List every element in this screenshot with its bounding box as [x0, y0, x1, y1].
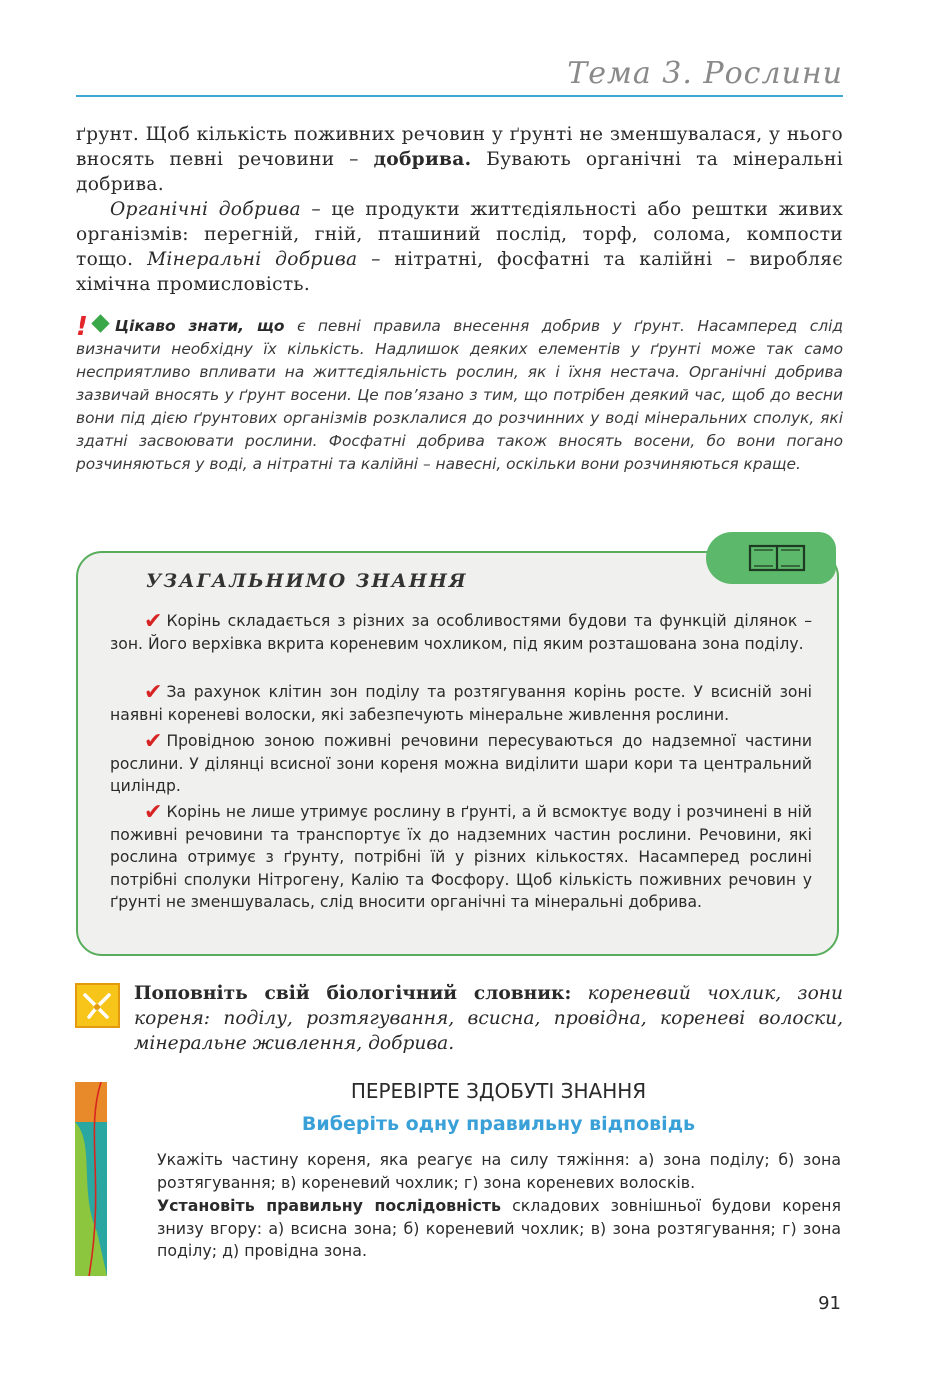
checkmark-icon: ✔: [144, 729, 163, 754]
paragraph-fertilizer-types: Органічні добрива – це продукти життєдіяльності або рештки живих організмів: перегній, гній, пташиний послід, торф, солома, компости тощо. Мінеральні добрива – нітратні, фосфатні та калійні – виробляє хімічна промисловість.: [76, 199, 844, 295]
test-subtitle: Виберіть одну правильну відповідь: [301, 1113, 696, 1135]
chapter-title: Тема 3. Рослини: [567, 56, 843, 91]
dictionary-icon: [75, 983, 120, 1028]
question-1: Укажіть частину кореня, яка реагує на силу тяжіння: а) зона поділу; б) зона розтягування; в) кореневий чохлик; г) зона кореневих волосків.: [157, 1150, 841, 1192]
test-section-title: ПЕРЕВІРТЕ ЗДОБУТІ ЗНАННЯ: [350, 1079, 647, 1103]
header-divider: [76, 95, 843, 97]
summary-item: ✔ Корінь складається з різних за особливостями будови та функцій ділянок – зон. Його верхівка вкрита кореневим чохликом, під яким розташована зона поділу.: [110, 609, 812, 653]
checkmark-icon: ✔: [144, 800, 163, 825]
interesting-fact-box: ! Цікаво знати, що є певні правила внесення добрив у ґрунт. Насамперед слід визначити необхідну їх кількість. Надлишок деяких елементів у ґрунті може так само несприятливо впливати на життєдіяльність рослин, як і їхня нестача. Органічні добрива зазвичай вносять у ґрунт восени. Це пов’язано з тим, що потрібен деякий час, щоб до весни вони під дією ґрунтових організмів розклалися до розчинних у воді мінеральних сполук, які здатні засвоювати рослини. Фосфатні добрива також вносять восени, бо вони погано розчиняються у воді, а нітратні та калійні – навесні, оскільки вони розчиняються краще.: [76, 312, 843, 473]
book-icon: [748, 544, 806, 572]
paragraph-fertilizers-intro: ґрунт. Щоб кількість поживних речовин у ґрунті не зменшувалася, у нього вносять певні речовини – добрива. Бувають органічні та мінеральні добрива.: [76, 124, 843, 195]
checkmark-icon: ✔: [144, 609, 163, 634]
page-number: 91: [818, 1293, 841, 1314]
decorative-strip-icon: [75, 1082, 107, 1276]
exclamation-icon: !: [76, 312, 88, 342]
summary-title: УЗАГАЛЬНИМО ЗНАННЯ: [146, 570, 468, 592]
summary-item: ✔ Корінь не лише утримує рослину в ґрунті, а й всмоктує воду і розчинені в ній поживні речовини та транспортує їх до надземних частин рослини. Речовини, які рослина отримує з ґрунту, потрібні їй у різних кількостях. Насамперед рослині потрібні сполуки Нітрогену, Калію та Фосфору. Щоб кількість поживних речовин у ґрунті не зменшувалась, слід вносити органічні та мінеральні добрива.: [110, 800, 812, 911]
summary-item: ✔ За рахунок клітин зон поділу та розтягування корінь росте. У всисній зоні наявні кореневі волоски, які забезпечують мінеральне живлення рослини.: [110, 680, 812, 724]
dictionary-task: Поповніть свій біологічний словник: кореневий чохлик, зони кореня: поділу, розтягування, всисна, провідна, кореневі волоски, мінеральне живлення, добрива.: [134, 983, 843, 1054]
checkmark-icon: ✔: [144, 680, 163, 705]
summary-item: ✔ Провідною зоною поживні речовини пересуваються до надземної частини рослини. У ділянці всисної зони кореня можна виділити шари кори та центральний циліндр.: [110, 729, 812, 795]
diamond-icon: [91, 314, 109, 332]
question-2: Установіть правильну послідовність складових зовнішньої будови кореня знизу вгору: а) всисна зона; б) кореневий чохлик; в) зона розтягування; г) зона поділу; д) провідна зона.: [157, 1196, 841, 1260]
